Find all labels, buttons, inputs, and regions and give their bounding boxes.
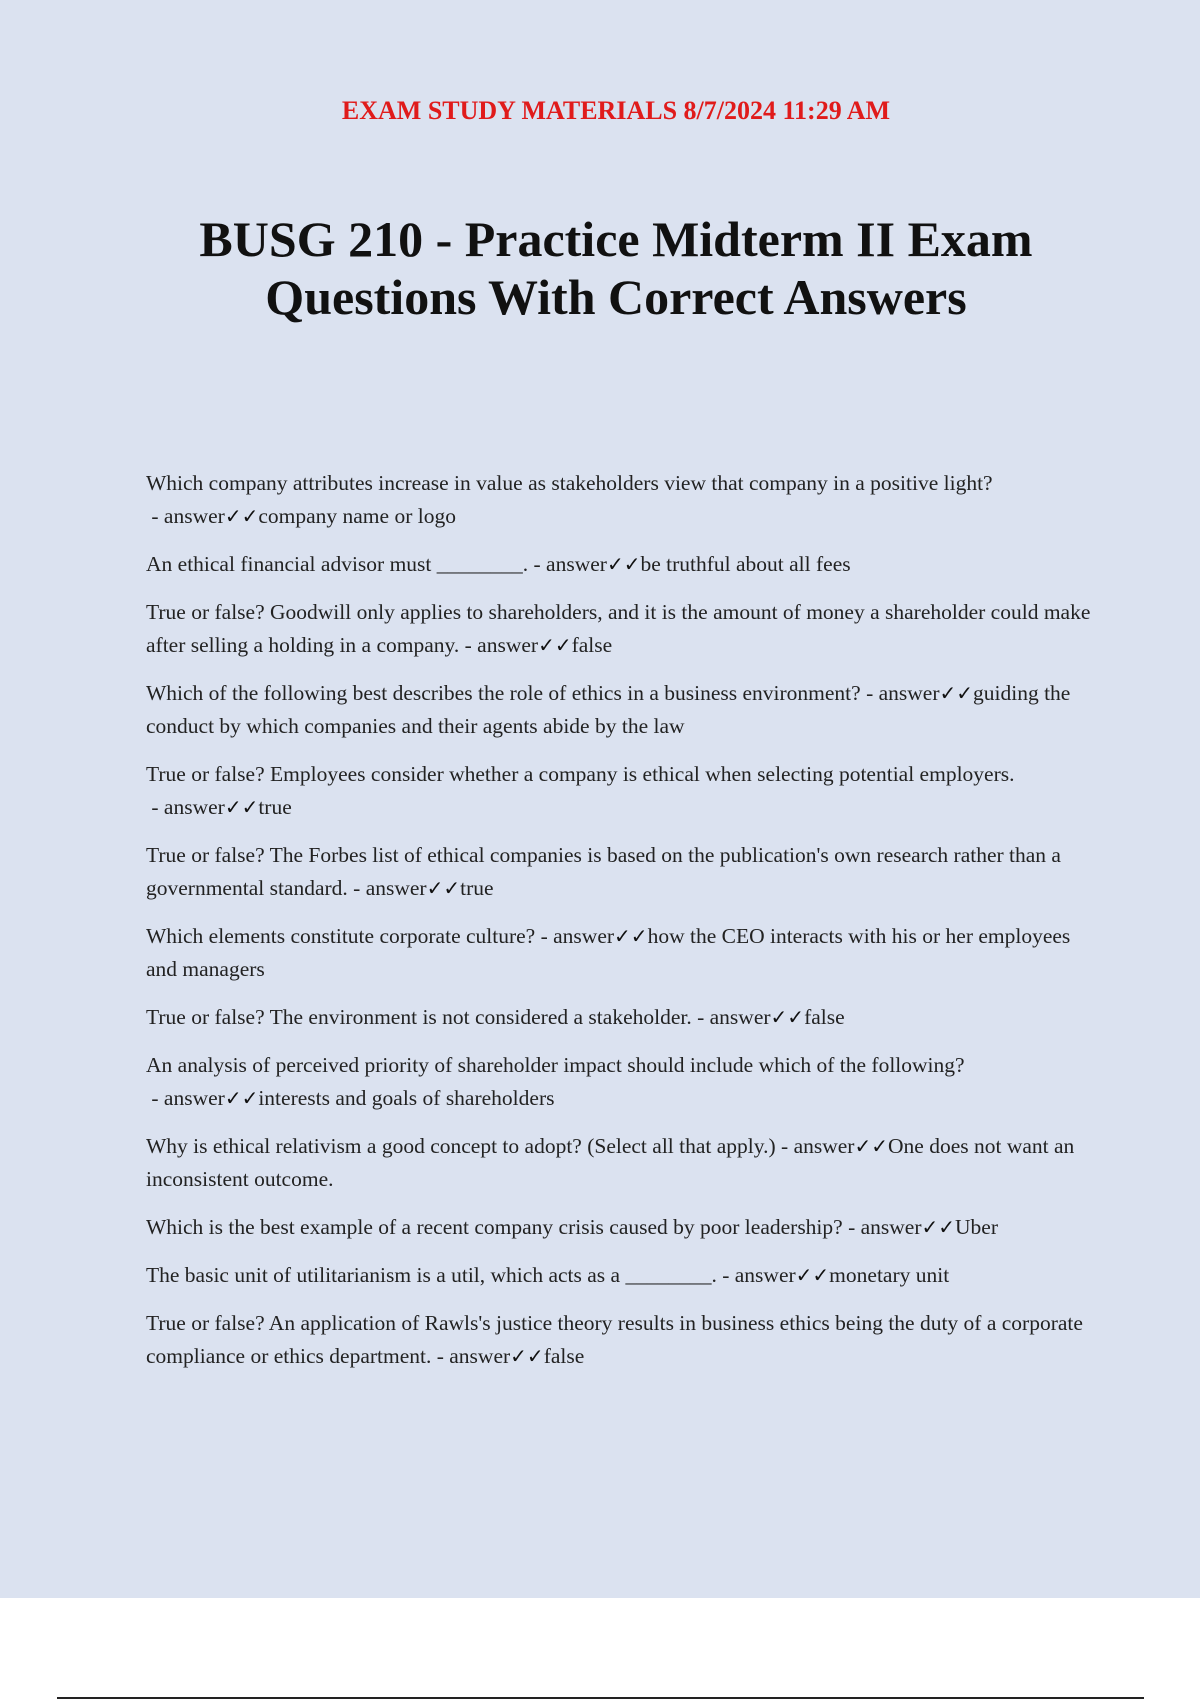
double-check-icon: ✓✓ [224,1086,259,1110]
answer-text: One does not want an inconsistent outcome. [146,1134,1075,1191]
double-check-icon: ✓✓ [224,504,259,528]
answer-separator: - answer [431,1344,511,1368]
question-text: Which of the following best describes the role of ethics in a business environment? [146,681,861,705]
answer-separator: - answer [860,681,940,705]
qa-item [146,467,1096,533]
question-text: True or false? An application of Rawls's justice theory results in business ethics being the duty of a corporate compliance or ethics department. [146,1311,1083,1368]
qa-item [146,839,1096,905]
qa-item [146,677,1096,743]
question-text: True or false? The environment is not considered a stakeholder. [146,1005,692,1029]
question-text: Why is ethical relativism a good concept to adopt? (Select all that apply.) [146,1134,776,1158]
answer-text: false [804,1005,845,1029]
answer-text: false [543,1344,585,1368]
answer-text: interests and goals of shareholders [258,1086,555,1110]
answer-separator: - answer [146,504,225,528]
study-materials-banner: EXAM STUDY MATERIALS 8/7/2024 11:29 AM [341,96,891,125]
question-text: An analysis of perceived priority of shareholder impact should include which of the following? [146,1053,965,1077]
answer-text: company name or logo [258,504,456,528]
question-text: True or false? Employees consider whether a company is ethical when selecting potential employers. [146,762,1015,786]
qa-item [146,1307,1096,1373]
answer-separator: - answer [146,795,225,819]
double-check-icon: ✓✓ [538,633,572,657]
answer-separator: - answer [535,924,615,948]
question-text: The basic unit of utilitarianism is a util, which acts as a ________. [146,1263,717,1287]
qa-item [146,920,1096,986]
answer-separator: - answer [775,1134,855,1158]
answer-text: how the CEO interacts with his or her employees and managers [146,924,1071,981]
answer-separator: - answer [146,1086,225,1110]
answer-separator: - answer [842,1215,922,1239]
answer-text: true [460,876,494,900]
answer-text: be truthful about all fees [640,552,851,576]
answer-text: true [258,795,292,819]
double-check-icon: ✓✓ [510,1344,544,1368]
qa-item [146,1211,1096,1244]
question-text: True or false? The Forbes list of ethical companies is based on the publication's own research rather than a governmental standard. [146,843,1061,900]
answer-separator: - answer [528,552,607,576]
double-check-icon: ✓✓ [426,876,461,900]
double-check-icon: ✓✓ [854,1134,888,1158]
question-text: Which company attributes increase in value as stakeholders view that company in a positive light? [146,471,993,495]
document-title: BUSG 210 - Practice Midterm II Exam Questions With Correct Answers [199,211,1033,325]
qa-item [146,1130,1096,1196]
question-text: True or false? Goodwill only applies to shareholders, and it is the amount of money a shareholder could make after selling a holding in a company. [146,600,1091,657]
qa-item [146,596,1096,662]
question-text: An ethical financial advisor must ________. [146,552,529,576]
double-check-icon: ✓✓ [795,1263,830,1287]
answer-text: false [571,633,613,657]
double-check-icon: ✓✓ [921,1215,956,1239]
question-text: Which is the best example of a recent company crisis caused by poor leadership? [146,1215,843,1239]
answer-separator: - answer [459,633,539,657]
qa-item [146,1001,1096,1034]
answer-separator: - answer [691,1005,771,1029]
double-check-icon: ✓✓ [614,924,648,948]
double-check-icon: ✓✓ [939,681,974,705]
question-text: Which elements constitute corporate culture? [146,924,536,948]
qa-item [146,758,1096,824]
answer-separator: - answer [347,876,427,900]
answer-text: Uber [955,1215,999,1239]
footer-divider [57,1697,1144,1699]
qa-list [146,467,1096,1388]
answer-text: monetary unit [829,1263,950,1287]
double-check-icon: ✓✓ [224,795,259,819]
qa-item [146,1049,1096,1115]
answer-text: guiding the conduct by which companies and their agents abide by the law [146,681,1071,738]
qa-item [146,548,1096,581]
double-check-icon: ✓✓ [770,1005,805,1029]
qa-item [146,1259,1096,1292]
double-check-icon: ✓✓ [606,552,641,576]
answer-separator: - answer [716,1263,796,1287]
